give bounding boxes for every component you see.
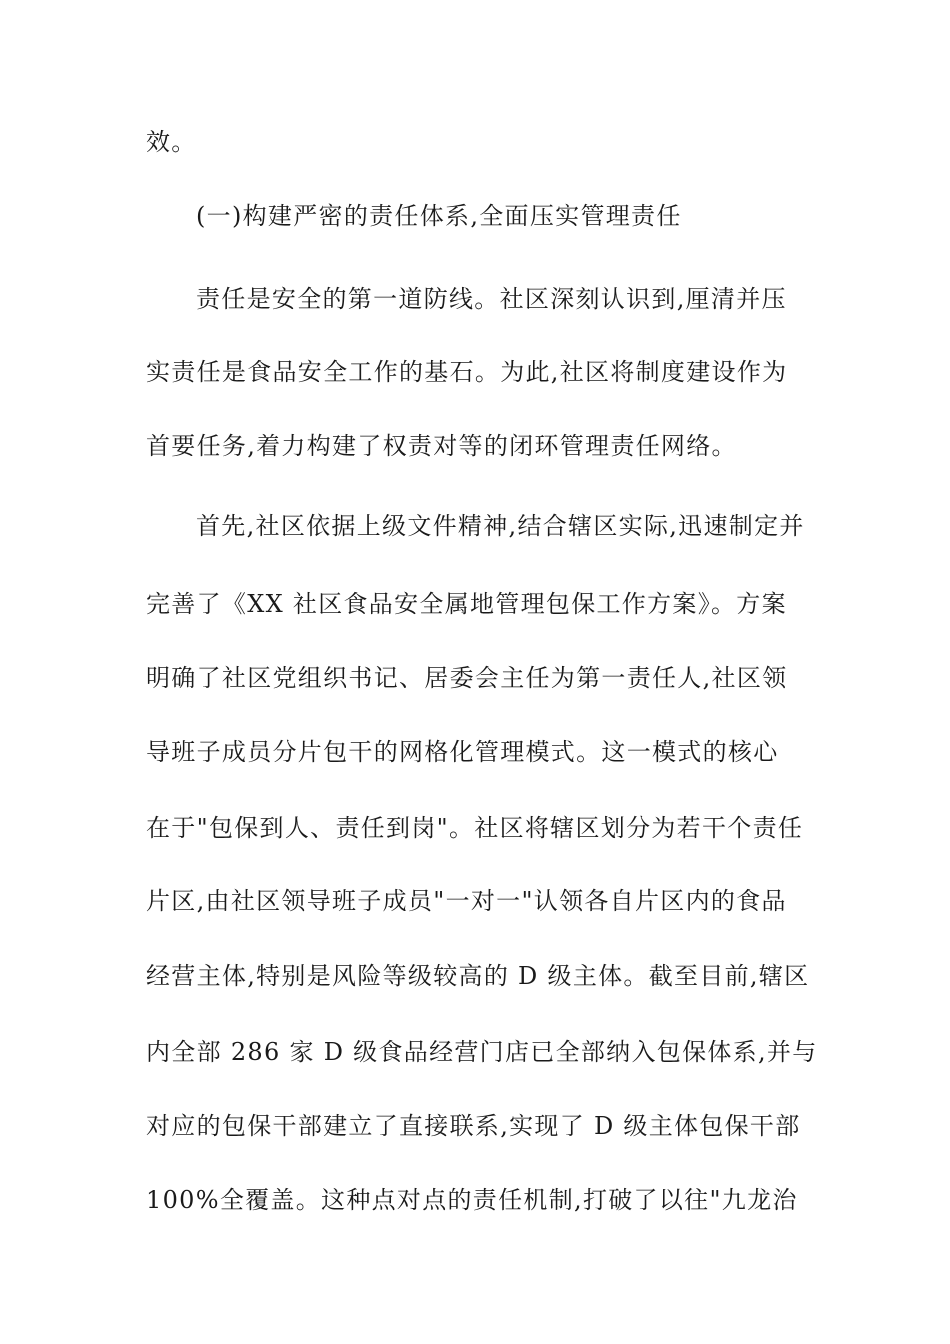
section-heading: (一)构建严密的责任体系,全面压实管理责任	[196, 202, 682, 230]
paragraph-continuation: 效。	[146, 128, 197, 156]
paragraph-line: 明确了社区党组织书记、居委会主任为第一责任人,社区领	[146, 664, 788, 692]
paragraph-line: 对应的包保干部建立了直接联系,实现了 D 级主体包保干部	[146, 1112, 801, 1140]
paragraph-line: 经营主体,特别是风险等级较高的 D 级主体。截至目前,辖区	[146, 962, 810, 990]
paragraph-line: 完善了《XX 社区食品安全属地管理包保工作方案》。方案	[146, 590, 787, 618]
paragraph-line: 内全部 286 家 D 级食品经营门店已全部纳入包保体系,并与	[146, 1038, 818, 1066]
paragraph-line: 100%全覆盖。这种点对点的责任机制,打破了以往"九龙治	[146, 1186, 798, 1214]
paragraph-line: 在于"包保到人、责任到岗"。社区将辖区划分为若干个责任	[146, 814, 804, 842]
paragraph-line: 实责任是食品安全工作的基石。为此,社区将制度建设作为	[146, 358, 788, 386]
paragraph-line: 责任是安全的第一道防线。社区深刻认识到,厘清并压	[196, 285, 787, 313]
paragraph-line: 首先,社区依据上级文件精神,结合辖区实际,迅速制定并	[196, 512, 805, 540]
paragraph-line: 导班子成员分片包干的网格化管理模式。这一模式的核心	[146, 738, 779, 766]
paragraph-line: 片区,由社区领导班子成员"一对一"认领各自片区内的食品	[146, 887, 787, 915]
paragraph-line: 首要任务,着力构建了权责对等的闭环管理责任网络。	[146, 432, 737, 460]
